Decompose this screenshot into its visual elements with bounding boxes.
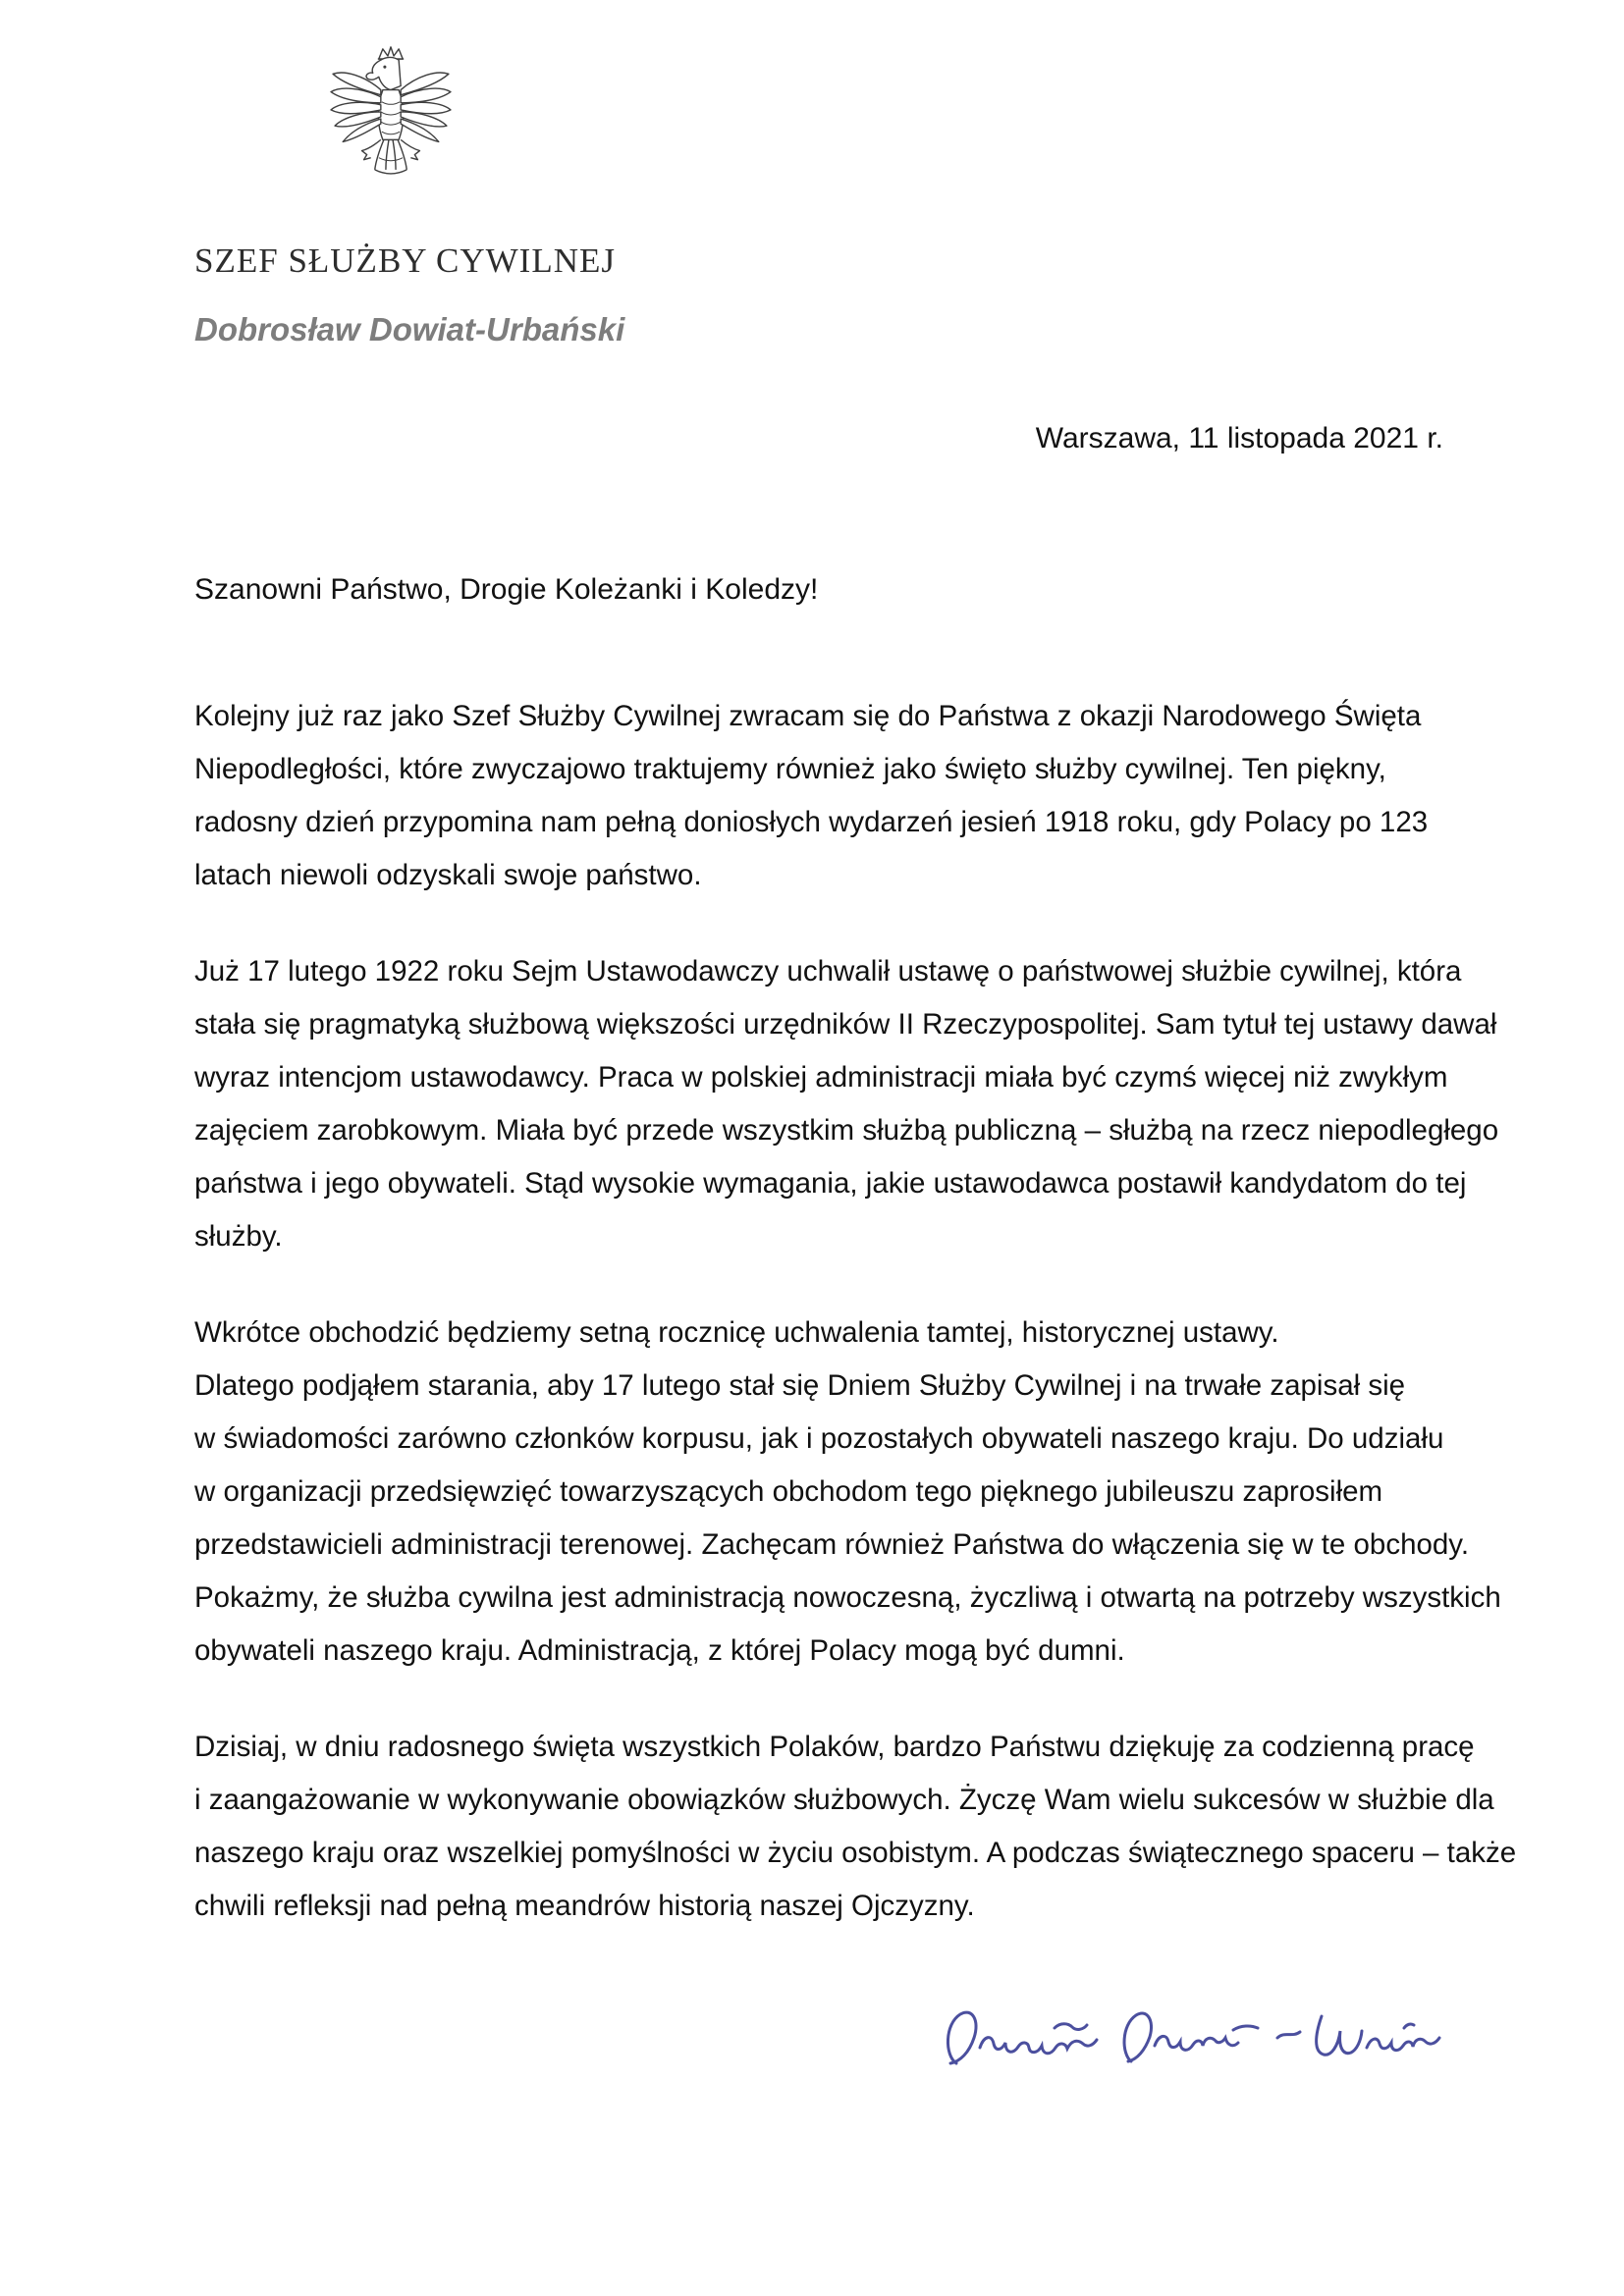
paragraph bbox=[194, 1307, 1501, 1678]
eagle-tail bbox=[375, 139, 407, 174]
body-line: latach niewoli odzyskali swoje państwo. bbox=[194, 859, 702, 891]
body-line: w organizacji przedsięwzięć towarzyszących obchodom tego pięknego jubileuszu zaprosiłem bbox=[194, 1475, 1383, 1508]
paragraph bbox=[194, 1721, 1517, 1933]
body-line: Wkrótce obchodzić będziemy setną rocznicę uchwalenia tamtej, historycznej ustawy. bbox=[194, 1316, 1279, 1349]
eagle-right-wing bbox=[401, 73, 451, 141]
body-line: zajęciem zarobkowym. Miała być przede wszystkim służbą publiczną – służbą na rzecz niepodległego bbox=[194, 1114, 1499, 1147]
official-name: Dobrosław Dowiat-Urbański bbox=[194, 311, 625, 347]
body-line: wyraz intencjom ustawodawcy. Praca w polskiej administracji miała być czymś więcej niż zwykłym bbox=[194, 1061, 1448, 1094]
body-line: w świadomości zarówno członków korpusu, jak i pozostałych obywateli naszego kraju. Do udziału bbox=[194, 1422, 1444, 1455]
letter-body bbox=[194, 690, 1517, 1976]
salutation: Szanowni Państwo, Drogie Koleżanki i Koledzy! bbox=[194, 573, 819, 606]
body-line: chwili refleksji nad pełną meandrów historią naszej Ojczyzny. bbox=[194, 1890, 975, 1922]
body-line: służby. bbox=[194, 1220, 283, 1253]
signature-block bbox=[939, 1999, 1449, 2089]
body-line: stała się pragmatyką służbową większości urzędników II Rzeczypospolitej. Sam tytuł tej ustawy dawał bbox=[194, 1008, 1497, 1041]
body-line: Już 17 lutego 1922 roku Sejm Ustawodawczy uchwalił ustawę o państwowej służbie cywilnej, która bbox=[194, 955, 1462, 988]
body-line: i zaangażowanie w wykonywanie obowiązków służbowych. Życzę Wam wielu sukcesów w służbie dla bbox=[194, 1784, 1494, 1816]
body-line: radosny dzień przypomina nam pełną doniosłych wydarzeń jesień 1918 roku, gdy Polacy po 123 bbox=[194, 806, 1429, 838]
polish-eagle-emblem-icon bbox=[329, 45, 453, 188]
office-title: SZEF SŁUŻBY CYWILNEJ bbox=[194, 241, 616, 280]
body-line: Pokażmy, że służba cywilna jest administracją nowoczesną, życzliwą i otwartą na potrzeby wszystkich bbox=[194, 1581, 1501, 1614]
paragraph bbox=[194, 690, 1471, 902]
body-line: Dzisiaj, w dniu radosnego święta wszystkich Polaków, bardzo Państwu dziękuję za codzienną pracę bbox=[194, 1731, 1475, 1763]
body-line: Kolejny już raz jako Szef Służby Cywilnej zwracam się do Państwa z okazji Narodowego Święta bbox=[194, 700, 1422, 732]
body-line: przedstawicieli administracji terenowej. Zachęcam również Państwa do włączenia się w te obchody. bbox=[194, 1528, 1470, 1561]
body-line: obywateli naszego kraju. Administracją, z której Polacy mogą być dumni. bbox=[194, 1634, 1125, 1667]
dateline: Warszawa, 11 listopada 2021 r. bbox=[1035, 422, 1443, 454]
handwritten-signature-icon bbox=[939, 1999, 1449, 2089]
body-line: Dlatego podjąłem starania, aby 17 lutego stał się Dniem Służby Cywilnej i na trwałe zapisał się bbox=[194, 1369, 1406, 1402]
body-line: państwa i jego obywateli. Stąd wysokie wymagania, jakie ustawodawca postawił kandydatom do tej bbox=[194, 1167, 1467, 1200]
body-line: Niepodległości, które zwyczajowo traktujemy również jako święto służby cywilnej. Ten piękny, bbox=[194, 753, 1386, 785]
eagle-left-wing bbox=[331, 73, 381, 141]
paragraph bbox=[194, 945, 1499, 1263]
body-line: naszego kraju oraz wszelkiej pomyślności w życiu osobistym. A podczas świątecznego spaceru – także bbox=[194, 1837, 1517, 1869]
